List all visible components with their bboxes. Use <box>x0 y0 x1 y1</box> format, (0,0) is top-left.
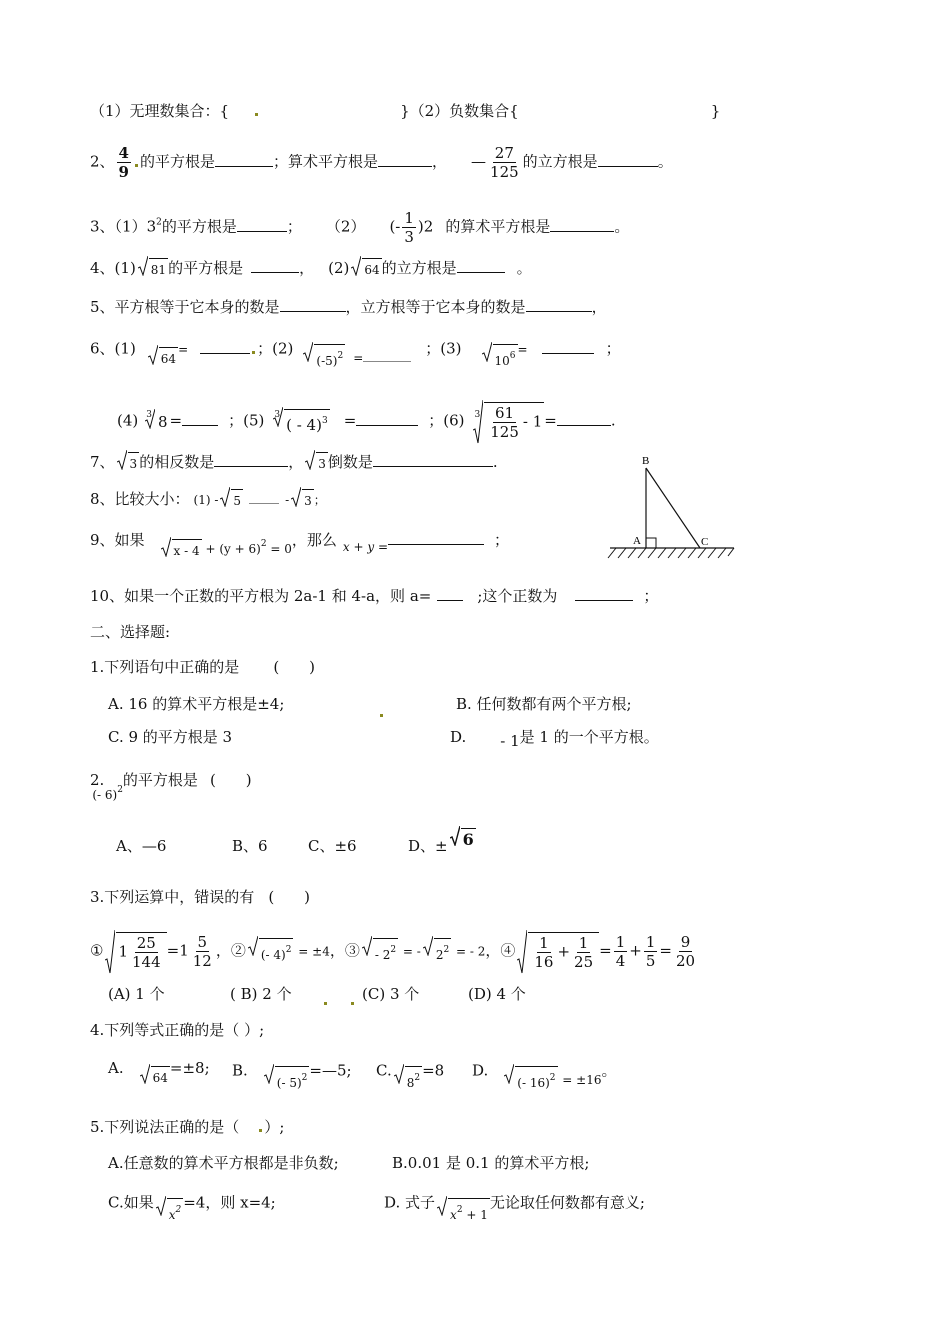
answer-blank[interactable] <box>542 339 594 354</box>
sqrt <box>303 344 345 371</box>
sqrt <box>291 489 314 511</box>
radicand: 64 <box>159 347 178 369</box>
radical-sign-icon <box>140 1064 150 1084</box>
radicand: 2 <box>435 948 444 962</box>
q6-text: ；(2) <box>257 339 294 358</box>
c2-option-a[interactable]: A、—6 <box>116 837 167 855</box>
c1-option-d[interactable] <box>450 727 659 750</box>
option-label: A. <box>108 1059 124 1077</box>
question-3 <box>90 209 629 246</box>
choice-question-4: 4.下列等式正确的是（ ）; <box>90 1021 265 1039</box>
sqrt <box>117 452 140 474</box>
option-text: = ±16 <box>562 1072 602 1087</box>
plus: + <box>557 942 571 961</box>
denominator: 144 <box>132 953 161 971</box>
c3-option-a[interactable]: (A) 1 个 <box>108 985 165 1003</box>
q10-text: ;这个正数为 <box>477 587 558 605</box>
q5-text: ， <box>591 298 607 316</box>
q1-end: } <box>710 102 721 120</box>
c1-stem: 1.下列语句中正确的是 <box>90 658 240 676</box>
q5-text: ，立方根等于它本身的数是 <box>345 298 526 316</box>
c3-expressions <box>90 932 699 971</box>
q6-prefix: 6、(1) <box>90 339 136 358</box>
sqrt <box>138 258 168 280</box>
right-triangle-figure <box>606 452 740 564</box>
root-index: 3 <box>146 409 152 420</box>
q6-text: ；(3) <box>425 339 462 358</box>
equals: = <box>178 342 189 357</box>
q3-text: 的平方根是 <box>161 217 237 236</box>
separator: ，④ <box>485 941 516 960</box>
numerator: 27 <box>494 144 514 162</box>
dot-mark <box>378 702 385 722</box>
q4-text: 的平方根是 <box>168 259 244 277</box>
q2-prefix: 2、 <box>90 152 115 171</box>
radicand: 3 <box>316 452 328 474</box>
equals: = - <box>402 944 421 959</box>
radicand: (- 4) <box>260 948 286 962</box>
q9-text: ； <box>494 531 510 549</box>
c5-option-a[interactable]: A.任意数的算术平方根都是非负数; <box>108 1154 339 1172</box>
q4-text: 的立方根是 <box>381 259 457 277</box>
radicand: (- 5) <box>276 1076 302 1090</box>
plus-term: + (y + 6) <box>205 542 261 556</box>
option-label: C. <box>376 1061 392 1080</box>
plus-one: + 1 <box>466 1208 488 1222</box>
c4-option-b[interactable] <box>232 1058 352 1090</box>
denominator: 12 <box>192 952 212 970</box>
q6-text: ；(6) <box>428 411 465 430</box>
radical-sign-icon <box>145 409 155 429</box>
radicand: x - 4 <box>172 539 202 561</box>
superscript: 2 <box>443 945 450 955</box>
q3-text: ； <box>286 217 302 236</box>
equals: = <box>599 941 612 960</box>
q2-text: 的立方根是 <box>522 152 598 171</box>
answer-blank[interactable] <box>215 152 273 167</box>
equals: = <box>659 941 672 960</box>
q2-text: 的平方根是 <box>139 152 215 171</box>
option-text: =±8; <box>169 1059 210 1077</box>
equals: = <box>353 350 364 365</box>
c3-option-d[interactable]: (D) 4 个 <box>468 985 526 1003</box>
superscript: 2 <box>337 351 344 361</box>
sqrt <box>504 1066 557 1093</box>
c3-option-c[interactable]: (C) 3 个 <box>362 985 420 1003</box>
question-7 <box>90 452 498 474</box>
c2-option-c[interactable]: C、±6 <box>308 837 357 855</box>
equals: = ±4 <box>298 944 330 959</box>
radical-sign-icon <box>161 537 171 557</box>
c4-option-a[interactable] <box>108 1058 210 1085</box>
q8-prefix: 8、比较大小： <box>90 490 190 508</box>
radicand: 5 <box>231 489 243 511</box>
option-label: D. 式子 <box>384 1193 436 1212</box>
radicand: 64 <box>362 258 381 280</box>
separator: ，② <box>215 941 246 960</box>
radicand: 3 <box>128 452 140 474</box>
radical-sign-icon <box>423 936 433 956</box>
cube-root <box>145 411 170 432</box>
c5-stem: ）; <box>264 1118 285 1136</box>
c3-paren: ( ) <box>268 888 311 906</box>
choice-question-5 <box>90 1117 284 1137</box>
answer-blank[interactable] <box>363 347 411 362</box>
answer-blank[interactable] <box>526 297 592 312</box>
equals: = <box>544 411 557 430</box>
denominator: 3 <box>404 228 414 246</box>
equals: =1 <box>166 941 189 960</box>
radical-sign-icon <box>105 930 115 974</box>
option-label: B. <box>232 1061 248 1080</box>
radical-sign-icon <box>291 487 301 507</box>
sqrt <box>351 258 381 280</box>
equals: = - 2 <box>455 944 486 959</box>
fraction <box>402 209 416 246</box>
period: 。 <box>601 1061 617 1080</box>
dot-mark <box>322 990 356 1010</box>
item-1-marker: ① <box>90 941 104 960</box>
sqrt <box>140 1066 170 1088</box>
fraction <box>117 144 131 181</box>
fraction <box>572 934 595 971</box>
q3-prefix: 3、（1）3 <box>90 217 157 236</box>
radical-sign-icon <box>117 450 127 470</box>
sqrt <box>517 932 599 971</box>
c2-prefix: 2. <box>90 771 105 789</box>
q7-text: ， <box>288 453 304 471</box>
q8-text: - <box>285 493 290 507</box>
answer-blank[interactable] <box>575 586 633 601</box>
choice-question-1 <box>90 657 315 677</box>
superscript: 2 <box>156 217 162 228</box>
q9-prefix: 9、如果 <box>90 531 145 549</box>
c4-option-d[interactable] <box>472 1058 617 1090</box>
radical-sign-icon <box>473 400 483 444</box>
superscript: 2 <box>285 945 292 955</box>
fraction <box>674 933 697 970</box>
q10-text: 10、如果一个正数的平方根为 2a-1 和 4-a，则 a= <box>90 587 432 605</box>
question-8 <box>90 489 326 511</box>
denominator: 20 <box>675 952 696 970</box>
q1-mid: }（2）负数集合{ <box>400 102 519 120</box>
radicand: x <box>450 1208 457 1222</box>
choice-question-3 <box>90 887 310 907</box>
radicand: (-5) <box>316 354 338 368</box>
radical-sign-icon <box>138 256 148 276</box>
denominator: 125 <box>490 423 519 441</box>
dot-mark <box>135 164 138 167</box>
q7-text: 的相反数是 <box>139 453 215 471</box>
separator: ，③ <box>329 941 360 960</box>
label-c: C <box>701 536 709 548</box>
q6-text: ；(5) <box>228 411 265 430</box>
answer-blank[interactable] <box>356 411 418 426</box>
q2-text: ；算术平方根是 <box>273 152 379 171</box>
question-5 <box>90 297 607 317</box>
equals-zero: = 0 <box>270 542 292 556</box>
numerator: 4 <box>118 144 129 162</box>
radicand: 6 <box>462 830 474 849</box>
numerator: 25 <box>136 934 156 952</box>
c2-option-b[interactable]: B、6 <box>232 837 268 855</box>
label-b: B <box>642 455 650 467</box>
sqrt <box>248 938 294 965</box>
root-index: 3 <box>274 409 281 420</box>
section-title: 二、选择题: <box>90 623 171 641</box>
q8-text: ； <box>313 493 326 507</box>
q2-text: ， <box>432 152 448 171</box>
option-text: =8 <box>422 1061 445 1080</box>
fraction <box>614 933 628 970</box>
q5-text: 5、平方根等于它本身的数是 <box>90 298 280 316</box>
root-index: 3 <box>474 409 481 420</box>
fraction <box>532 934 555 971</box>
q8-text: (1) - <box>193 493 219 507</box>
answer-blank[interactable] <box>598 152 658 167</box>
minus-one: - 1 <box>500 732 520 750</box>
superscript: 3 <box>321 415 328 426</box>
answer-blank[interactable] <box>557 411 611 426</box>
numerator: 1 <box>645 933 656 951</box>
paren-right: )2 <box>417 217 434 236</box>
sqrt <box>450 828 476 850</box>
q3-text: 。 <box>614 217 630 236</box>
sqrt <box>220 489 243 511</box>
q4-text: 。 <box>516 259 532 277</box>
superscript: 2 <box>260 539 267 549</box>
q2-text: 。 <box>657 152 673 171</box>
fraction <box>488 144 521 181</box>
sqrt <box>264 1066 310 1093</box>
answer-blank[interactable] <box>214 452 288 467</box>
denominator: 25 <box>574 953 594 971</box>
option-text: 是 1 的一个平方根。 <box>519 728 659 746</box>
radical-sign-icon <box>504 1064 514 1084</box>
option-label: C.如果 <box>108 1193 154 1212</box>
x-plus-y: x + y = <box>342 540 389 554</box>
dot-mark <box>259 1129 262 1132</box>
superscript: 2 <box>117 785 123 795</box>
radical-sign-icon <box>517 930 527 974</box>
radicand: 3 <box>302 489 314 511</box>
sqrt <box>105 932 166 971</box>
c2-option-d[interactable] <box>408 830 476 858</box>
superscript: 2 <box>414 1073 421 1083</box>
fraction <box>644 933 658 970</box>
answer-blank[interactable] <box>388 530 484 545</box>
denominator: 5 <box>645 952 656 970</box>
option-text: =4，则 x=4; <box>183 1193 276 1212</box>
answer-blank[interactable] <box>437 586 463 601</box>
radicand: - 2 <box>374 948 391 962</box>
denominator: 16 <box>534 953 554 971</box>
sqrt <box>362 938 398 965</box>
radicand: 8 <box>406 1076 415 1090</box>
c1-option-c[interactable]: C. 9 的平方根是 3 <box>108 728 233 746</box>
q3-text: （2） <box>325 217 366 236</box>
q6-text: . <box>610 411 616 430</box>
label-a: A <box>633 535 641 547</box>
q9-text: ，那么 <box>291 531 337 549</box>
numerator: 1 <box>404 209 414 227</box>
option-text: =—5; <box>309 1061 352 1080</box>
c1-paren: ( ) <box>273 658 316 676</box>
answer-blank[interactable] <box>280 297 346 312</box>
plus: + <box>629 941 642 960</box>
base: (- 6) <box>92 788 118 802</box>
cube-root <box>273 409 330 435</box>
superscript: 2 <box>390 945 397 955</box>
radical-sign-icon <box>156 1196 166 1216</box>
q7-text: . <box>492 453 498 471</box>
q3-text: 的算术平方根是 <box>445 217 551 236</box>
question-4 <box>90 258 532 280</box>
fraction <box>488 404 521 441</box>
c1-option-a[interactable]: A. 16 的算术平方根是±4; <box>108 695 285 713</box>
c5-option-c[interactable] <box>108 1190 276 1222</box>
radical-sign-icon <box>248 936 258 956</box>
whole-part: 1 <box>118 942 128 961</box>
superscript: 2 <box>301 1073 308 1083</box>
minus-sign: — <box>471 152 487 171</box>
superscript: 2 <box>549 1073 556 1083</box>
radical-sign-icon <box>394 1064 404 1084</box>
dot-mark <box>252 351 255 354</box>
c1-option-b[interactable]: B. 任何数都有两个平方根; <box>456 695 632 713</box>
answer-blank[interactable] <box>457 258 505 273</box>
q4-text: (2) <box>328 259 350 277</box>
question-6-row-2 <box>117 402 616 441</box>
denominator: 125 <box>490 163 519 181</box>
superscript: 6 <box>509 351 516 361</box>
c4-option-c[interactable] <box>376 1058 445 1090</box>
radicand: 10 <box>494 354 510 368</box>
option-label: D、± <box>408 837 448 855</box>
c5-option-d[interactable] <box>384 1190 645 1222</box>
answer-blank[interactable] <box>378 152 432 167</box>
q1-label: （1）无理数集合：{ <box>90 102 230 120</box>
numerator: 5 <box>197 933 208 951</box>
radicand: (- 16) <box>517 1076 550 1090</box>
paren-left: (- <box>389 217 401 236</box>
denominator: 9 <box>118 163 129 181</box>
question-1 <box>90 101 720 121</box>
answer-blank[interactable] <box>249 489 279 504</box>
c5-option-b[interactable]: B.0.01 是 0.1 的算术平方根; <box>392 1154 590 1172</box>
answer-blank[interactable] <box>373 452 493 467</box>
q4-prefix: 4、(1) <box>90 259 136 277</box>
sqrt <box>156 1198 184 1225</box>
radical-sign-icon <box>273 407 283 427</box>
superscript: 2 <box>456 1205 463 1215</box>
answer-blank[interactable] <box>200 339 250 354</box>
c2-paren: ( ) <box>209 771 252 789</box>
q6-prefix: (4) <box>117 411 139 430</box>
question-9 <box>90 526 510 558</box>
question-6-row-1 <box>90 336 621 368</box>
sqrt <box>394 1066 422 1093</box>
radical-sign-icon <box>482 342 492 362</box>
q9-equation <box>159 539 292 558</box>
question-10 <box>90 586 658 606</box>
radical-sign-icon <box>362 936 372 956</box>
sqrt <box>482 344 518 371</box>
equals: = <box>343 411 357 430</box>
radical-sign-icon <box>437 1196 447 1216</box>
numerator: 9 <box>680 933 691 951</box>
q7-text: 倒数是 <box>327 453 373 471</box>
fraction <box>191 933 214 970</box>
option-label: D. <box>450 728 467 746</box>
radical-sign-icon <box>303 342 313 362</box>
sqrt <box>161 539 202 561</box>
numerator: 1 <box>578 934 589 952</box>
sqrt <box>148 347 178 369</box>
q6-text: ； <box>605 339 621 358</box>
option-label: D. <box>472 1061 489 1080</box>
sqrt <box>423 938 451 965</box>
dot-mark <box>255 113 258 116</box>
fraction <box>130 934 163 971</box>
radical-sign-icon <box>220 487 230 507</box>
c5-stem: 5.下列说法正确的是（ <box>90 1118 240 1136</box>
equals: = <box>169 411 183 430</box>
c3-option-b[interactable]: ( B) 2 个 <box>230 985 292 1003</box>
sqrt <box>305 452 328 474</box>
q7-prefix: 7、 <box>90 453 115 471</box>
denominator: 4 <box>615 952 626 970</box>
numerator: 1 <box>539 934 549 952</box>
answer-blank[interactable] <box>550 217 614 232</box>
answer-blank[interactable] <box>182 411 218 426</box>
radicand: x <box>168 1208 176 1222</box>
minus-one: - 1 <box>522 412 543 431</box>
numerator: 1 <box>615 933 626 951</box>
c2-text: 的平方根是 <box>122 771 198 789</box>
radicand: 8 <box>157 413 168 431</box>
radicand: 81 <box>149 258 168 280</box>
radical-sign-icon <box>351 256 361 276</box>
cube-root <box>473 402 544 441</box>
choice-question-2 <box>90 766 252 802</box>
radical-sign-icon <box>305 450 315 470</box>
radical-sign-icon <box>264 1064 274 1084</box>
radicand: ( - 4) <box>286 415 322 434</box>
c3-stem: 3.下列运算中，错误的有 <box>90 888 255 906</box>
numerator: 61 <box>495 404 515 422</box>
radicand: 64 <box>151 1066 170 1088</box>
answer-blank[interactable] <box>251 258 299 273</box>
radical-sign-icon <box>450 826 460 846</box>
answer-blank[interactable] <box>237 217 287 232</box>
superscript: 2 <box>175 1205 182 1215</box>
equals: = <box>517 342 528 357</box>
sqrt <box>437 1198 490 1225</box>
q4-text: ， <box>299 259 315 277</box>
question-2 <box>90 144 673 181</box>
radical-sign-icon <box>148 345 158 365</box>
option-text: 无论取任何数都有意义; <box>489 1193 645 1212</box>
q10-text: ； <box>643 587 659 605</box>
